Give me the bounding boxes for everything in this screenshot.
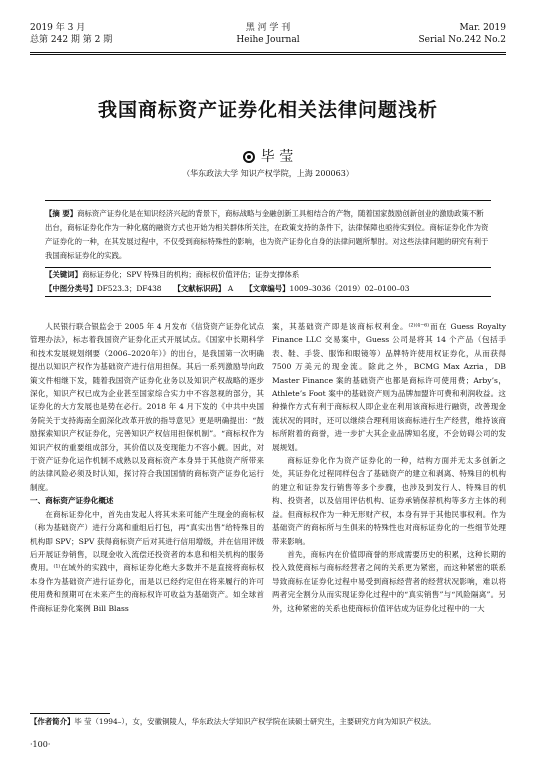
header-rule	[30, 52, 506, 53]
header-issue: 总第 242 期 第 2 期	[30, 35, 113, 45]
header-rule-2	[30, 54, 506, 55]
doc-code-label: 【文献标识码】	[173, 284, 226, 293]
page-number: ·100·	[30, 740, 51, 749]
abstract-label: 【摘 要】	[45, 209, 78, 218]
article-title: 我国商标资产证券化相关法律问题浅析	[97, 99, 438, 121]
abstract-text: 商标资产证券化是在知识经济兴起的背景下，商标战略与金融创新工具相结合的产物，随着国家鼓励创新创业的激励政策不断出台，商标证券化作为一种化腐的融资方式也开始为相关群体所关注，在政策支持的条件下，法律保障也亟待实到位。商标证券化作为资产证券化的一种，在其发展过程中，不仅受到商标特殊性的影响，也为资产证券化自身的法律问题所掣肘。对这些法律问题的研究有利于我国商标证券化的实践。	[45, 209, 489, 260]
body-paragraph: 案，其基础资产即是该商标权利金。⁽²⁾⁽⁴⁻⁶⁾而在 Guess Royalty Finance LLC 交易案中，Guess 公司是将其 14 个产品（包括手表、鞋、手袋、服饰和眼镜等）品牌特许使用权证券化，从而获得 7500 万美元的现金流。除此之外，BCMG Max Azria，DB Master Finance 案的基础资产也都是商标许可使用费；Arby’s，Athlete’s Foot 案中的基础资产则为品牌加盟许可费和利润收益。这种操作方式有利于商标权人即企业在利用该商标进行融资，改善现金流状况的同时，还可以继续合理利用该商标进行生产经营，维持该商标所附着的商誉，进一步扩大其企业品牌知名度，不会妨碍公司的发展规划。	[272, 322, 506, 452]
abstract	[45, 201, 491, 267]
author-affiliation: （华东政法大学 知识产权学院，上海 200063）	[182, 169, 354, 178]
header-date: 2019 年 3 月	[30, 23, 86, 33]
keywords	[45, 268, 491, 282]
footnote-text: 毕 莹（1994–），女，安徽铜陵人，华东政法大学知识产权学院在读硕士研究生，主要研究方向为知识产权法。	[74, 717, 436, 726]
footnote-label: 【作者简介】	[30, 717, 75, 726]
journal-name-cn: 黑 河 学 刊	[245, 23, 291, 33]
article-id-label: 【文章编号】	[245, 284, 290, 293]
abstract-block	[45, 200, 491, 297]
classification-line	[45, 282, 491, 296]
body-paragraph: 人民银行联合银监会于 2005 年 4 月发布《信贷资产证券化试点管理办法》，标志着我国资产证券化正式开展试点。《国家中长期科学和技术发展规划纲要（2006–2020年）》的出台，是我国第一次明确提出以知识产权作为基础资产进行信用担保。其后一系列激励导向政策文件相继下发，随着我国资产证券化业务以及知识产权战略的逐步深化，知识产权已成为企业甚至国家综合实力中不容忽视的部分，其证券化的大方发展也是势在必行。2018 年 4 月下发的《中共中央国务院关于支持海南全面深化改革开放的指导意见》更是明确提出：“鼓励探索知识产权证券化，完善知识产权信用担保机制”。“商标权作为知识产权的重要组成部分，其价值以及变现能力不容小觑。因此，对于资产证券化运作机制不成熟以及商标资产本身异于其他资产所带来的法律风险必须及时认知，探讨符合我国国情的商标资产证券化运行制度。	[30, 322, 264, 492]
journal-name-en: Heihe Journal	[236, 35, 300, 45]
footnote-rule	[30, 713, 110, 714]
left-column	[30, 320, 264, 615]
doc-code-value: A	[227, 284, 234, 293]
clc-label: 【中图分类号】	[45, 284, 97, 293]
page-header	[30, 22, 506, 56]
article-id-value: 1009–3036（2019）02–0100–03	[289, 284, 410, 293]
body-paragraph: 商标证券化作为资产证券化的一种，结构方面并无太多创新之处，其证券化过程同样包含了基础资产的建立和剥离、特殊目的机构的建立和证券发行销售等多个步骤，也涉及到发行人、特殊目的机构、投资者，以及信用评估机构、证券承销保荐机构等多方主体的利益。但商标权作为一种无形财产权，本身有异于其他民事权利。作为基础资产的商标所与生俱来的特殊性也对商标证券化的一些细节处理带来影响。	[272, 456, 506, 546]
meta-bottom-rule	[45, 296, 491, 297]
header-date-en: Mar. 2019	[459, 23, 506, 33]
body-paragraph: 在商标证券化中，首先由发起人将其未来可能产生现金的商标权（称为基础资产）进行分离和重组后打包，再“真实出售”给特殊目的机构即 SPV；SPV 获得商标资产后对其进行信用增级，并在信用评级后开展证券销售，以现金收入流偿还投资者的本息和相关机构的服务费用。⁽¹⁾在域外的实践中，商标证券化绝大多数并不是直接将商标权本身作为基础资产进行证券化，而是以已经约定但在将来履行的许可使用费和预期可在未来产生的商标权许可收益为基础资产。如全球首件商标证券化案例 Bill Blass	[30, 509, 264, 613]
keywords-label: 【关键词】	[45, 270, 82, 279]
clc-value: DF523.3；DF438	[96, 284, 162, 293]
author-bullet-icon	[243, 151, 255, 163]
keywords-text: 商标证券化；SPV 特殊目的机构；商标权价值评估；证券支撑体系	[81, 270, 300, 279]
body-paragraph: 首先，商标内在价值即商誉的形成需要历史的积累，这种长期的投入致使商标与商标经营者之间的关系更为紧密，而这种紧密的联系导致商标在证券化过程中易受到商标经营者的经营状况影响，难以将两者完全割分从而实现证券化过程中的“真实销售”与“风险隔离”。另外，这种紧密的关系也使商标价值评估成为证券化过程中的一大	[272, 549, 506, 613]
right-column	[272, 320, 506, 615]
author-name: 毕 莹	[260, 149, 294, 165]
header-right	[418, 22, 506, 46]
header-serial: Serial No.242 No.2	[418, 35, 506, 45]
section-heading: 一、商标资产证券化概述	[30, 496, 114, 506]
author-line	[0, 146, 536, 166]
author-footnote	[30, 716, 506, 728]
